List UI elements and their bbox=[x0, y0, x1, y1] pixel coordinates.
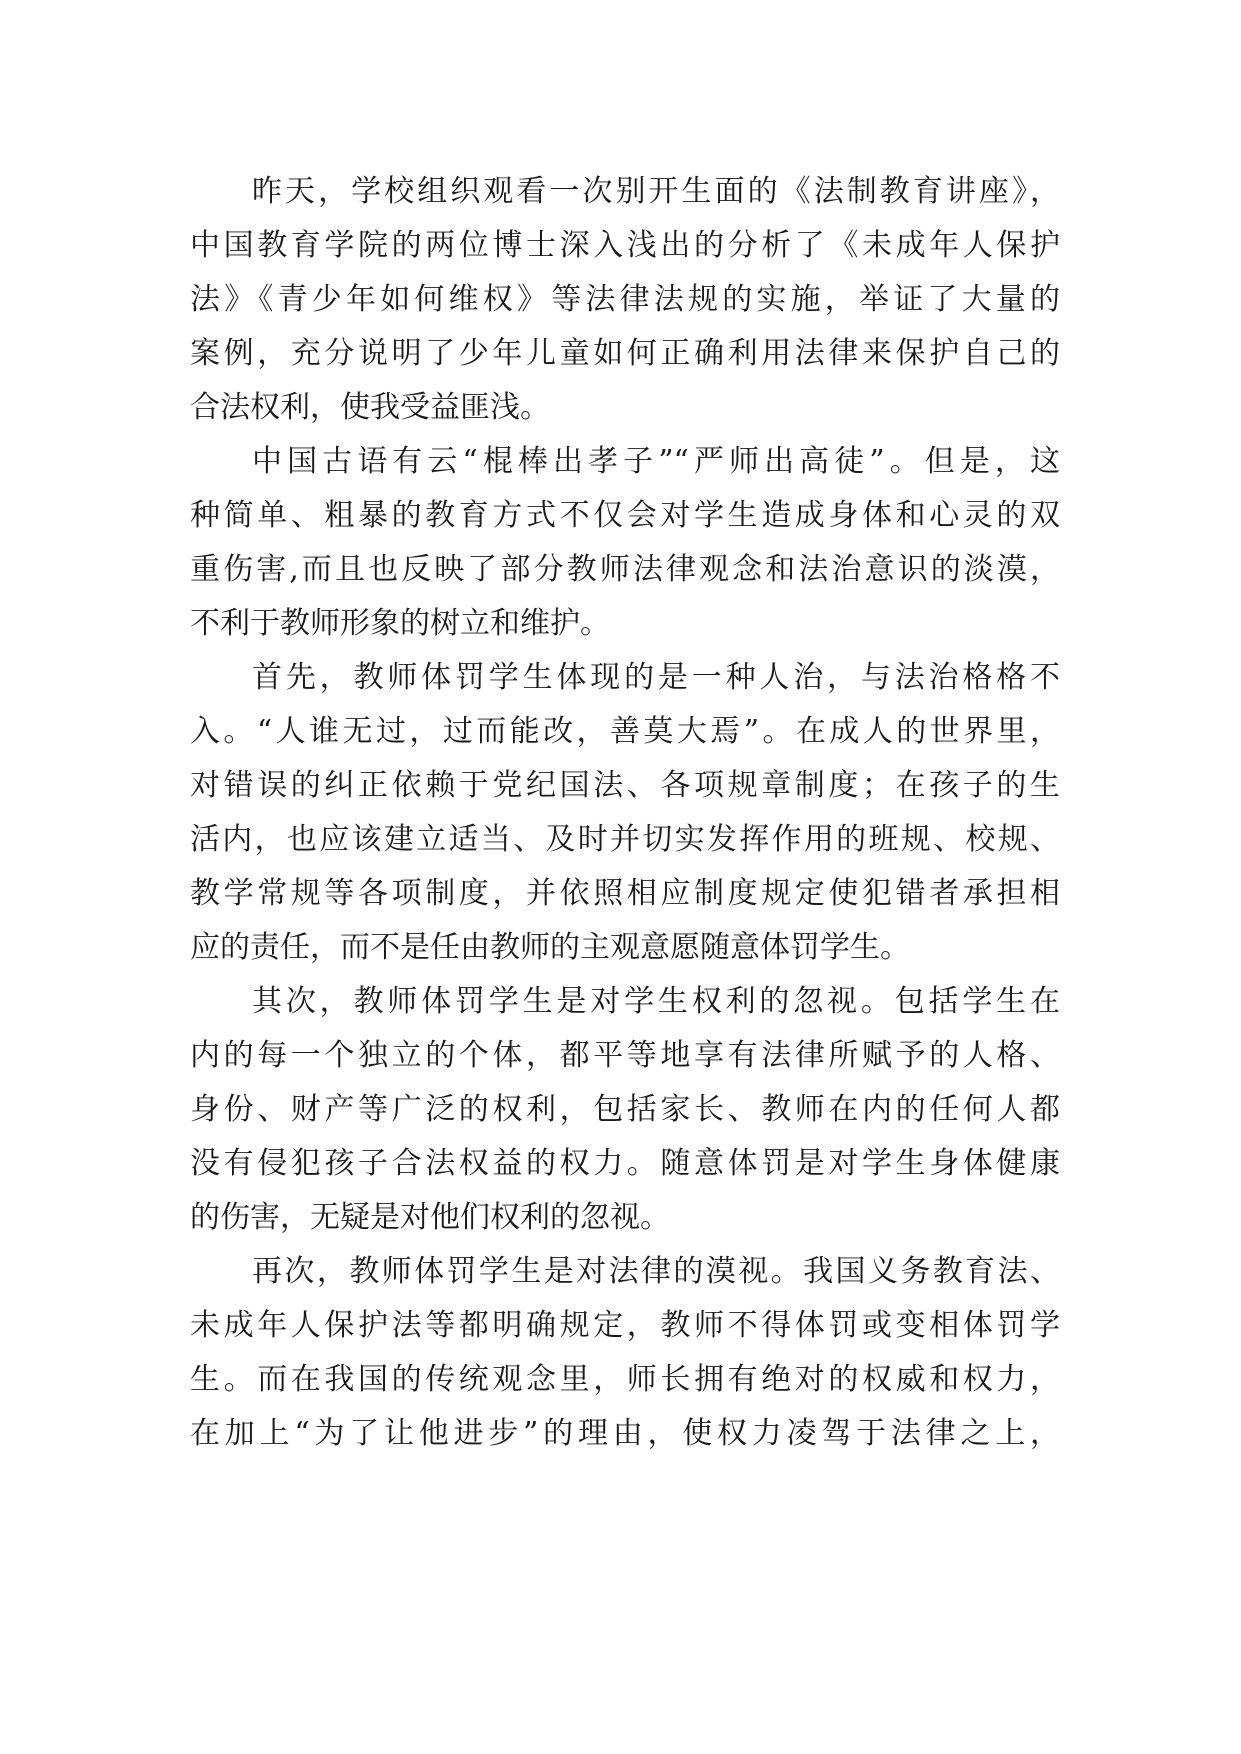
paragraph-2-line-4: 不利于教师形象的树立和维护。 bbox=[190, 606, 610, 641]
paragraph-4-line-2: 内的每一个独立的个体，都平等地享有法律所赋予的人格、 bbox=[190, 1038, 1060, 1073]
paragraph-1-line-5: 合法权利，使我受益匪浅。 bbox=[190, 390, 550, 425]
paragraph-1-line-3: 法》《青少年如何维权》等法律法规的实施，举证了大量的 bbox=[190, 282, 1060, 317]
paragraph-4-line-4: 没有侵犯孩子合法权益的权力。随意体罚是对学生身体健康 bbox=[190, 1146, 1060, 1181]
paragraph-5-line-4: 在加上“为了让他进步”的理由，使权力凌驾于法律之上， bbox=[190, 1416, 1060, 1451]
paragraph-2-line-1: 中国古语有云“棍棒出孝子”“严师出高徒”。但是，这 bbox=[252, 444, 1060, 479]
paragraph-5-line-3: 生。而在我国的传统观念里，师长拥有绝对的权威和权力， bbox=[190, 1362, 1060, 1397]
paragraph-1-line-2: 中国教育学院的两位博士深入浅出的分析了《未成年人保护 bbox=[190, 228, 1060, 263]
paragraph-3-line-1: 首先，教师体罚学生体现的是一种人治，与法治格格不 bbox=[252, 660, 1060, 695]
paragraph-5-line-2: 未成年人保护法等都明确规定，教师不得体罚或变相体罚学 bbox=[190, 1308, 1060, 1343]
paragraph-3-line-5: 教学常规等各项制度，并依照相应制度规定使犯错者承担相 bbox=[190, 876, 1060, 911]
paragraph-3-line-2: 入。“人谁无过，过而能改，善莫大焉”。在成人的世界里， bbox=[190, 714, 1060, 749]
paragraph-3-line-3: 对错误的纠正依赖于党纪国法、各项规章制度；在孩子的生 bbox=[190, 768, 1060, 803]
paragraph-4-line-5: 的伤害，无疑是对他们权利的忽视。 bbox=[190, 1200, 670, 1235]
paragraph-5-line-1: 再次，教师体罚学生是对法律的漠视。我国义务教育法、 bbox=[252, 1254, 1060, 1289]
paragraph-3-line-4: 活内，也应该建立适当、及时并切实发挥作用的班规、校规、 bbox=[190, 822, 1060, 857]
paragraph-2-line-2: 种简单、粗暴的教育方式不仅会对学生造成身体和心灵的双 bbox=[190, 498, 1060, 533]
paragraph-3-line-6: 应的责任，而不是任由教师的主观意愿随意体罚学生。 bbox=[190, 930, 910, 965]
paragraph-4-line-3: 身份、财产等广泛的权利，包括家长、教师在内的任何人都 bbox=[190, 1092, 1060, 1127]
paragraph-1-line-4: 案例，充分说明了少年儿童如何正确利用法律来保护自己的 bbox=[190, 336, 1060, 371]
paragraph-2-line-3: 重伤害,而且也反映了部分教师法律观念和法治意识的淡漠， bbox=[190, 552, 1060, 587]
paragraph-1-line-1: 昨天，学校组织观看一次别开生面的《法制教育讲座》， bbox=[252, 174, 1060, 209]
paragraph-4-line-1: 其次，教师体罚学生是对学生权利的忽视。包括学生在 bbox=[252, 984, 1060, 1019]
